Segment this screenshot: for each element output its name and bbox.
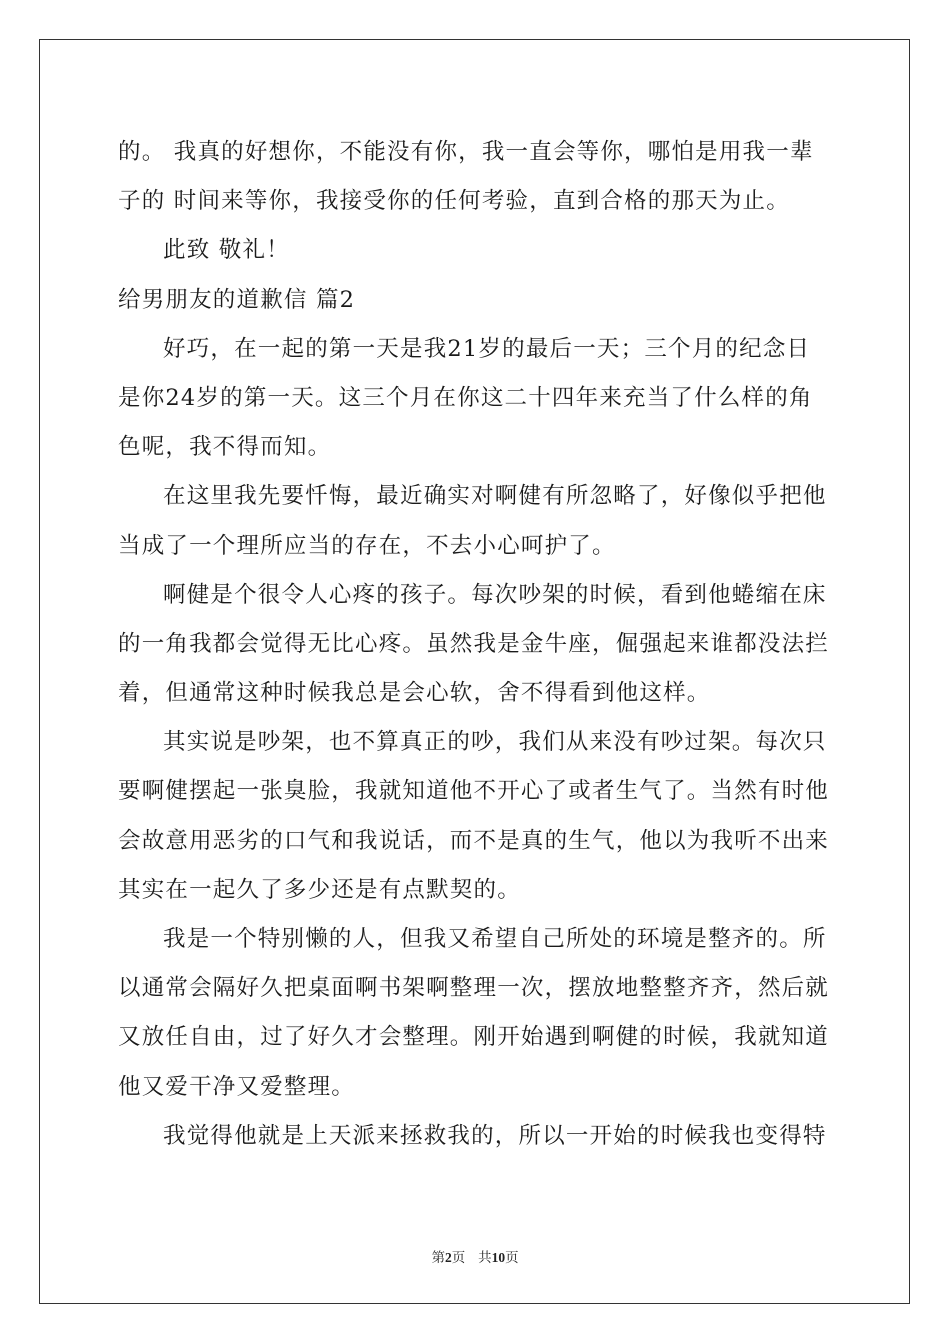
page-footer bbox=[0, 1246, 950, 1266]
text-line: 色呢，我不得而知。 bbox=[118, 434, 332, 461]
text-line: 以通常会隔好久把桌面啊书架啊整理一次，摆放地整整齐齐，然后就 bbox=[118, 975, 830, 1002]
text-line: 我是一个特别懒的人，但我又希望自己所处的环境是整齐的。所 bbox=[163, 926, 827, 952]
text-line: 是你24岁的第一天。这三个月在你这二十四年来充当了什么样的角 bbox=[118, 384, 813, 411]
text-line: 子的 时间来等你，我接受你的任何考验，直到合格的那天为止。 bbox=[118, 188, 790, 215]
page-suffix: 页 bbox=[451, 1250, 466, 1266]
text-line: 会故意用恶劣的口气和我说话，而不是真的生气，他以为我听不出来 bbox=[118, 827, 830, 854]
total-suffix: 页 bbox=[505, 1250, 519, 1266]
text-line: 给男朋友的道歉信 篇2 bbox=[118, 286, 356, 313]
text-line: 好巧，在一起的第一天是我21岁的最后一天；三个月的纪念日 bbox=[163, 335, 811, 362]
page-number: 2 bbox=[444, 1250, 452, 1265]
total-pages: 10 bbox=[491, 1250, 506, 1265]
text-line: 他又爱干净又爱整理。 bbox=[118, 1073, 356, 1100]
total-prefix: 共 bbox=[478, 1250, 492, 1266]
text-line: 当成了一个理所应当的存在，不去小心呵护了。 bbox=[118, 532, 616, 559]
text-line: 的。 我真的好想你，不能没有你，我一直会等你，哪怕是用我一辈 bbox=[118, 139, 814, 165]
text-line: 此致 敬礼！ bbox=[163, 237, 290, 264]
text-line: 我觉得他就是上天派来拯救我的，所以一开始的时候我也变得特 bbox=[163, 1122, 827, 1149]
text-line: 要啊健摆起一张臭脸，我就知道他不开心了或者生气了。当然有时他 bbox=[118, 778, 830, 805]
document-body bbox=[118, 128, 838, 1161]
text-line: 的一角我都会觉得无比心疼。虽然我是金牛座，倔强起来谁都没法拦 bbox=[118, 630, 830, 657]
text-line: 其实说是吵架，也不算真正的吵，我们从来没有吵过架。每次只 bbox=[163, 729, 827, 756]
text-line: 着，但通常这种时候我总是会心软，舍不得看到他这样。 bbox=[118, 680, 711, 707]
page-prefix: 第 bbox=[431, 1250, 445, 1266]
text-line: 又放任自由，过了好久才会整理。刚开始遇到啊健的时候，我就知道 bbox=[118, 1024, 830, 1051]
text-line: 在这里我先要忏悔，最近确实对啊健有所忽略了，好像似乎把他 bbox=[163, 483, 827, 510]
text-line: 啊健是个很令人心疼的孩子。每次吵架的时候，看到他蜷缩在床 bbox=[163, 581, 827, 608]
text-line: 其实在一起久了多少还是有点默契的。 bbox=[118, 876, 521, 903]
